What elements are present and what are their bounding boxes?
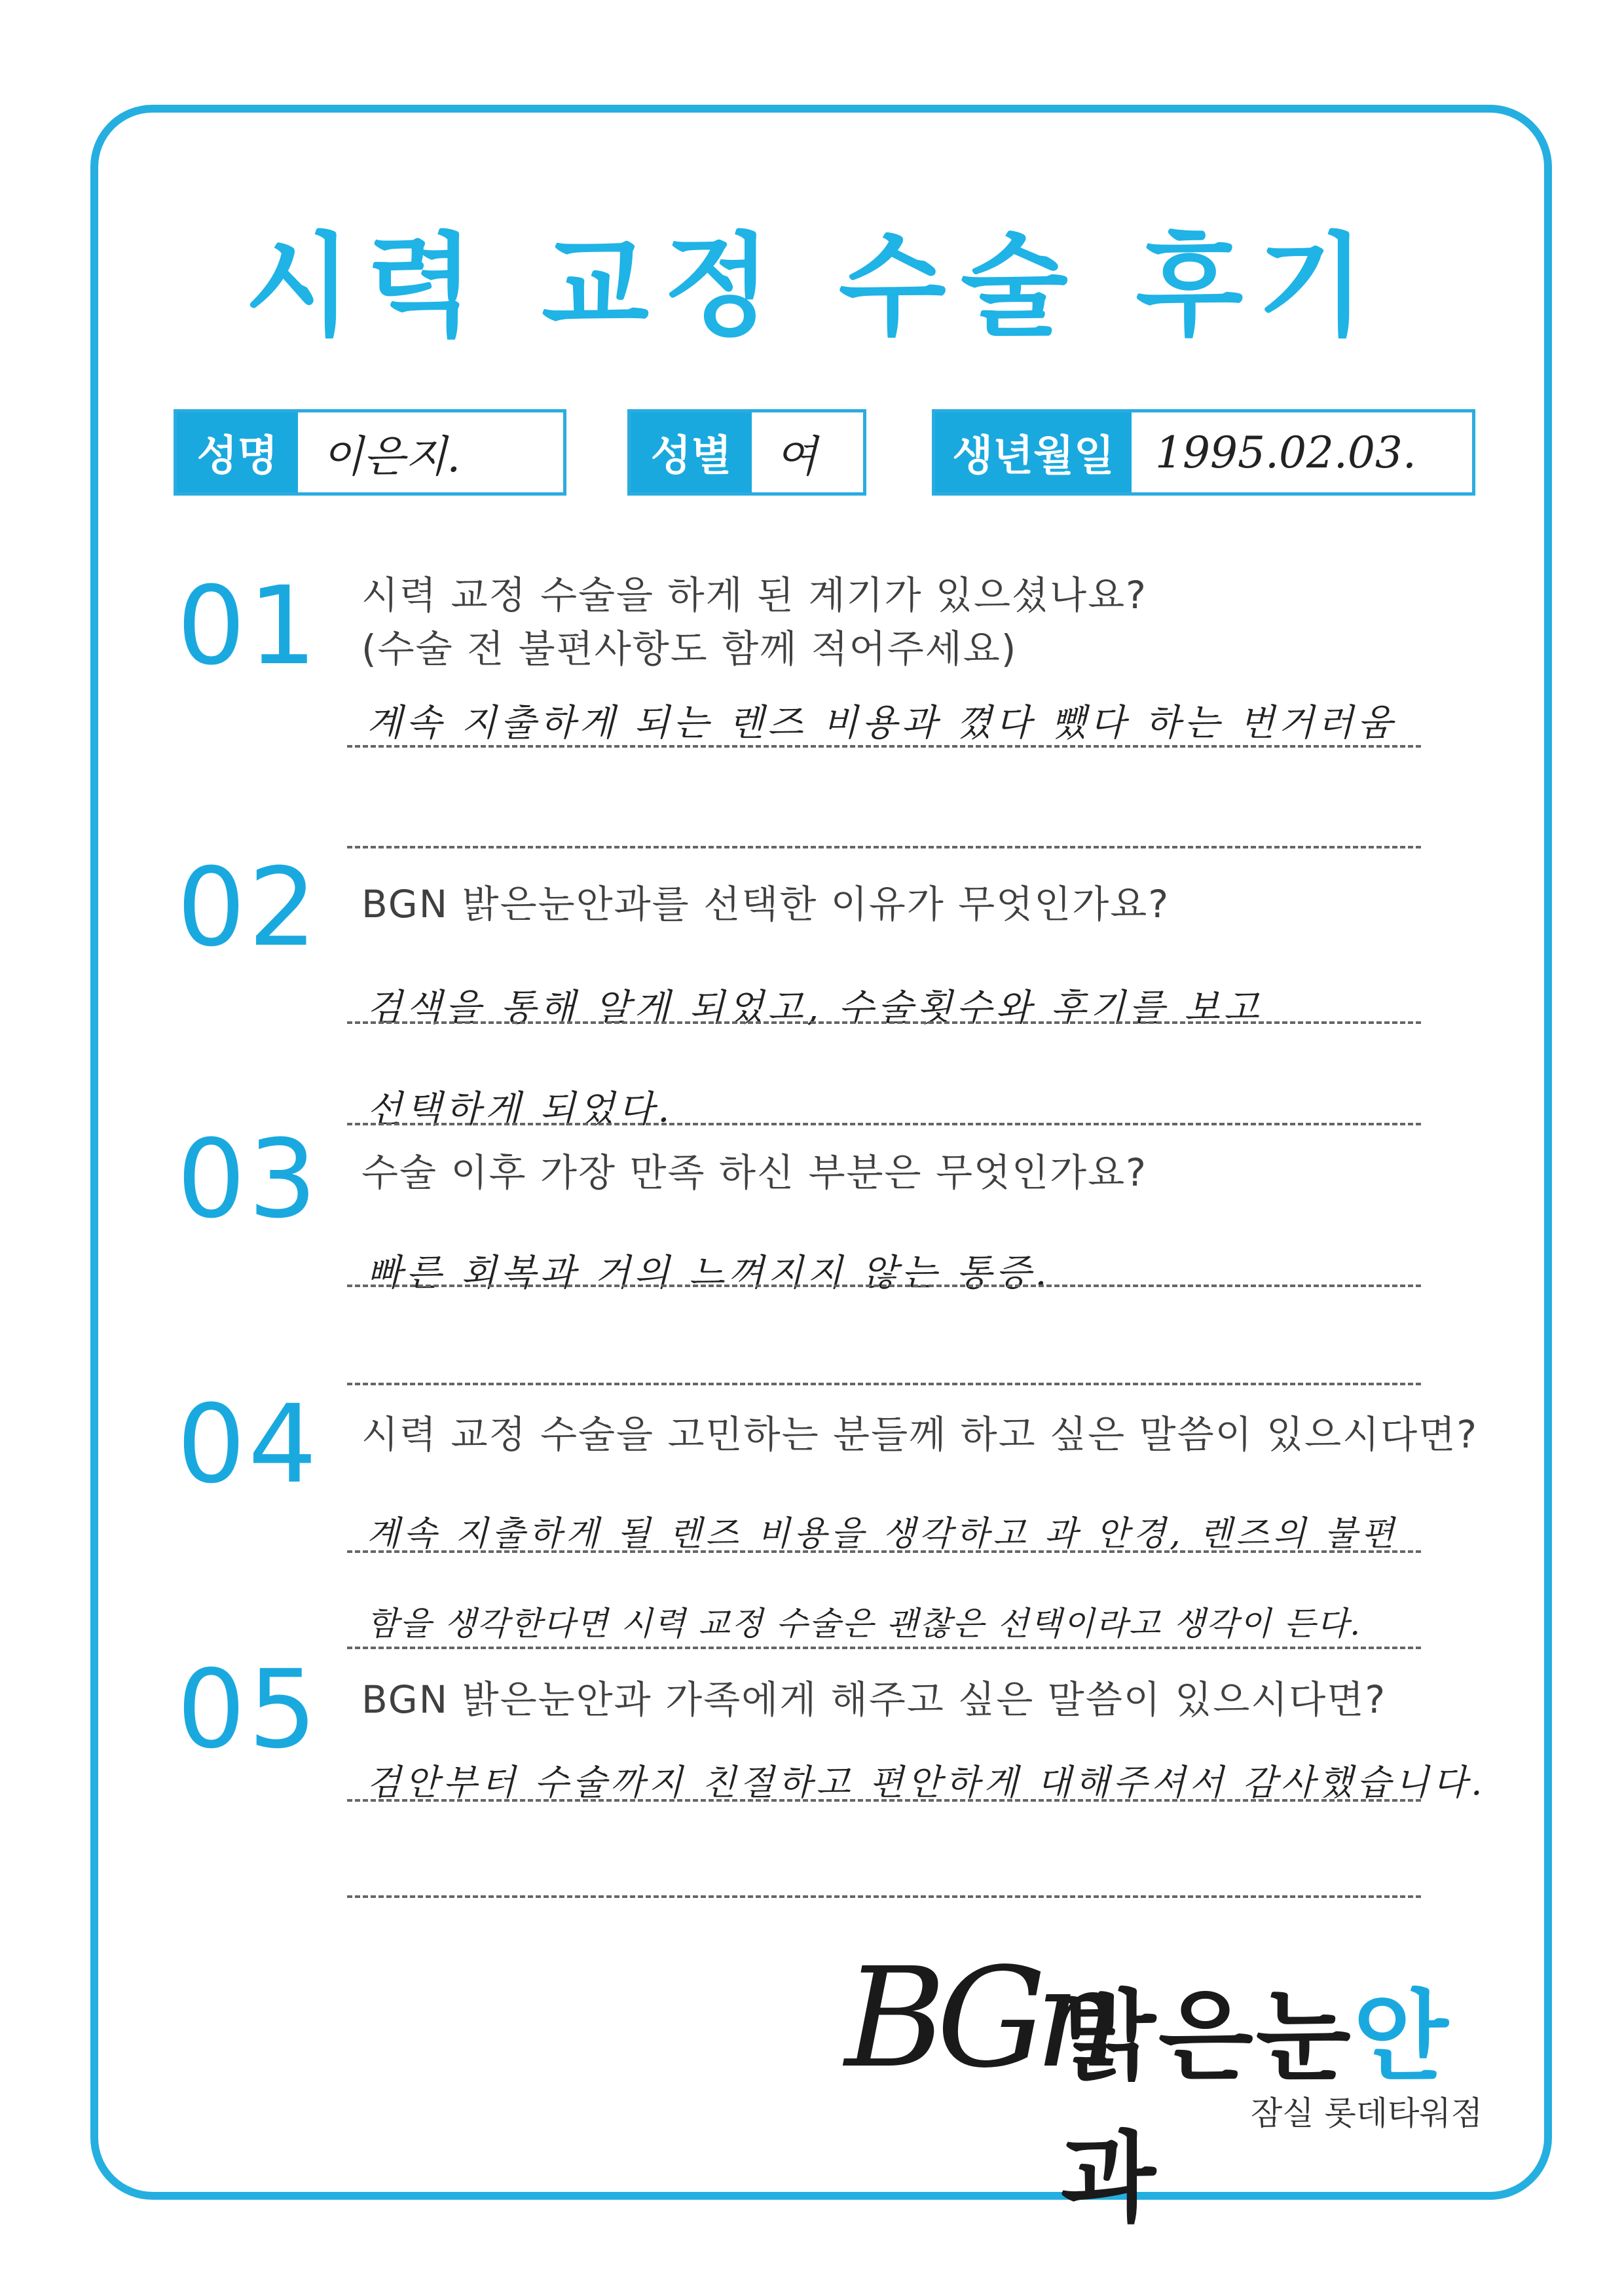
answer-text[interactable]: 검안부터 수술까지 친절하고 편안하게 대해주셔서 감사했습니다.: [367, 1762, 1486, 1803]
bgn-logo-mark: BGn: [845, 1938, 1112, 2098]
answer-line: [347, 1021, 1421, 1024]
branch-name: 잠실 롯데타워점: [1251, 2094, 1483, 2132]
answer-text[interactable]: 검색을 통해 알게 되었고, 수술횟수와 후기를 보고: [367, 987, 1263, 1029]
answer-text[interactable]: 선택하게 되었다.: [367, 1088, 674, 1131]
question-text: [361, 877, 1170, 931]
question-number: 05: [177, 1647, 320, 1772]
answer-line: [347, 1799, 1421, 1802]
question-text: [361, 1408, 1478, 1461]
name-field[interactable]: [174, 409, 566, 496]
answer-line: [347, 745, 1421, 748]
question-number: 01: [177, 563, 320, 689]
question-text: [361, 1146, 1147, 1199]
answer-text[interactable]: 함을 생각한다면 시력 교정 수술은 괜찮은 선택이라고 생각이 든다.: [367, 1605, 1362, 1643]
question-number: 02: [177, 845, 320, 970]
question-line: 수술 이후 가장 만족 하신 부분은 무엇인가요?: [361, 1150, 1147, 1195]
answer-line: [347, 1647, 1421, 1649]
birth-label: 생년월일: [935, 412, 1132, 492]
answer-text[interactable]: 빠른 회복과 거의 느껴지지 않는 통증.: [367, 1252, 1051, 1294]
question-line: BGN 밝은눈안과를 선택한 이유가 무엇인가요?: [361, 882, 1170, 926]
answer-line: [347, 1383, 1421, 1385]
gender-label: 성별: [631, 412, 752, 492]
question-line: 시력 교정 수술을 고민하는 분들께 하고 싶은 말씀이 있으시다면?: [361, 1412, 1479, 1457]
question-number: 03: [177, 1116, 320, 1242]
clinic-name-part: 밝은눈: [1061, 1980, 1354, 2094]
question-line: 시력 교정 수술을 하게 된 계기가 있으셨나요?: [361, 573, 1147, 617]
answer-line: [347, 1895, 1421, 1898]
answer-line: [347, 1550, 1421, 1553]
question-text: [361, 1673, 1386, 1726]
answer-line: [347, 846, 1421, 848]
question-line: (수술 전 불편사항도 함께 적어주세요): [361, 627, 1018, 671]
answer-text[interactable]: 계속 지출하게 되는 렌즈 비용과 꼈다 뺐다 하는 번거러움: [367, 702, 1397, 744]
question-text: [361, 568, 1147, 676]
clinic-logo: [845, 1938, 1500, 2236]
gender-field[interactable]: [627, 409, 866, 496]
question-number: 04: [177, 1381, 320, 1507]
birth-field[interactable]: [932, 409, 1475, 496]
name-label: 성명: [177, 412, 298, 492]
answer-line: [347, 1285, 1421, 1287]
clinic-name-accent: 안: [1353, 1980, 1451, 2094]
question-line: BGN 밝은눈안과 가족에게 해주고 싶은 말씀이 있으시다면?: [361, 1677, 1387, 1722]
clinic-name-part: 과: [1061, 2122, 1158, 2236]
page-title: 시력 교정 수술 후기: [244, 222, 1380, 352]
answer-line: [347, 1123, 1421, 1125]
answer-text[interactable]: 계속 지출하게 될 렌즈 비용을 생각하고 과 안경, 렌즈의 불편: [367, 1514, 1398, 1554]
birth-value[interactable]: 1995.02.03.: [1155, 427, 1416, 478]
name-value[interactable]: 이은지.: [322, 431, 461, 482]
gender-value[interactable]: 여: [775, 431, 817, 482]
